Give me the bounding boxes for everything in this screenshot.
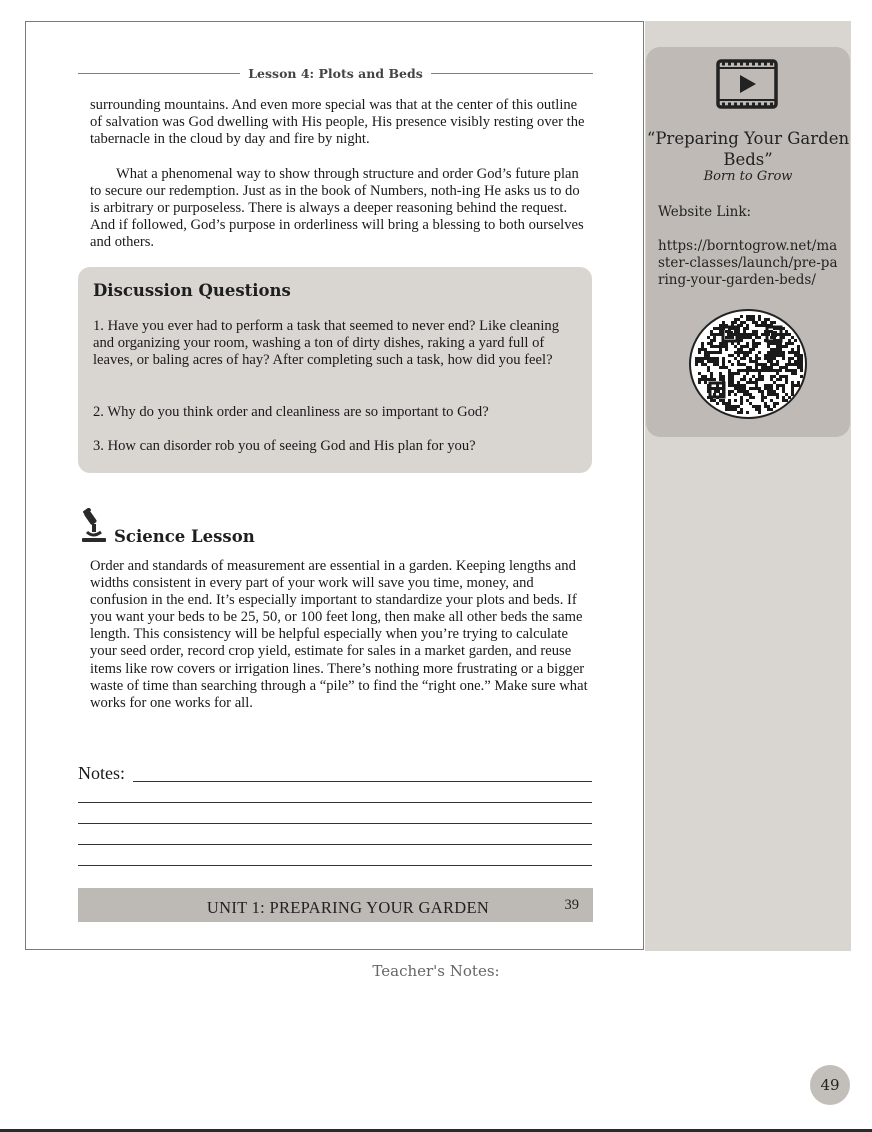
header-rule-right [431,73,593,74]
discussion-questions-box [78,267,592,473]
video-resource-card [646,47,850,437]
qr-code[interactable] [689,309,807,419]
notes-line[interactable] [78,865,592,866]
microscope-icon [79,508,109,548]
lesson-title: Lesson 4: Plots and Beds [248,65,423,81]
video-source: Born to Grow [703,169,793,184]
discussion-question-2: 2. Why do you think order and cleanliness are so important to God? [93,404,489,420]
page-footer [78,888,593,922]
science-lesson-text: Order and standards of measurement are essential in a garden. Keeping lengths and widths consistent in every part of your work will save you time, money, and confusion in the end. It’s especially important to standardize your plots and beds. If you want your beds to be 25, 50, or 100 feet long, then make all other beds the same length. This consistency will be helpful especially when you’re trying to calculate your seed order, record crop yield, estimate for sales in a market garden, and reuse items like row covers or irrigation lines. There’s nothing more frustrating or a bigger waste of time than searching through a “pile” to find the “right one.” Make sure what works for one works for all. [90,558,588,711]
lesson-header [78,64,593,82]
discussion-question-3: 3. How can disorder rob you of seeing God and His plan for you? [93,438,476,454]
notes-label: Notes: [78,763,125,783]
footer-page-number: 39 [564,897,579,913]
discussion-heading: Discussion Questions [93,281,291,300]
paragraph-order: What a phenomenal way to show through structure and order God’s future plan to secure our redemption. Just as in the book of Numbers, noth-ing He asks us to do is arbitrary or purposeless. There is always a deeper reasoning behind the request. And if followed, God’s purpose in orderliness will bring a blessing to both ourselves and others. [90,166,584,251]
notes-line[interactable] [78,802,592,803]
notes-line[interactable] [78,844,592,845]
notes-line[interactable] [78,823,592,824]
paragraph-continued: surrounding mountains. And even more special was that at the center of this outline of salvation was God dwelling with His people, His presence visibly resting over the tabernacle in the cloud by day and fire by night. [90,97,585,148]
workbook-page [25,21,644,950]
video-play-icon [716,59,778,113]
outer-page-number: 49 [810,1065,850,1105]
website-link[interactable]: https://borntogrow.net/master-classes/launch/pre-paring-your-garden-beds/ [658,238,838,288]
discussion-question-1: 1. Have you ever had to perform a task that seemed to never end? Like cleaning and organizing your room, washing a ton of dirty dishes, raking a yard full of leaves, or baling acres of hay? After completing such a task, how did you feel? [93,318,560,368]
header-rule-left [78,73,240,74]
video-title: “Preparing Your Garden Beds” [646,129,850,169]
website-link-label: Website Link: [658,204,752,220]
notes-line[interactable] [133,781,592,782]
footer-unit-title: UNIT 1: PREPARING YOUR GARDEN [206,898,490,917]
teachers-notes-label: Teacher's Notes: [372,962,500,980]
science-lesson-heading: Science Lesson [114,527,255,546]
